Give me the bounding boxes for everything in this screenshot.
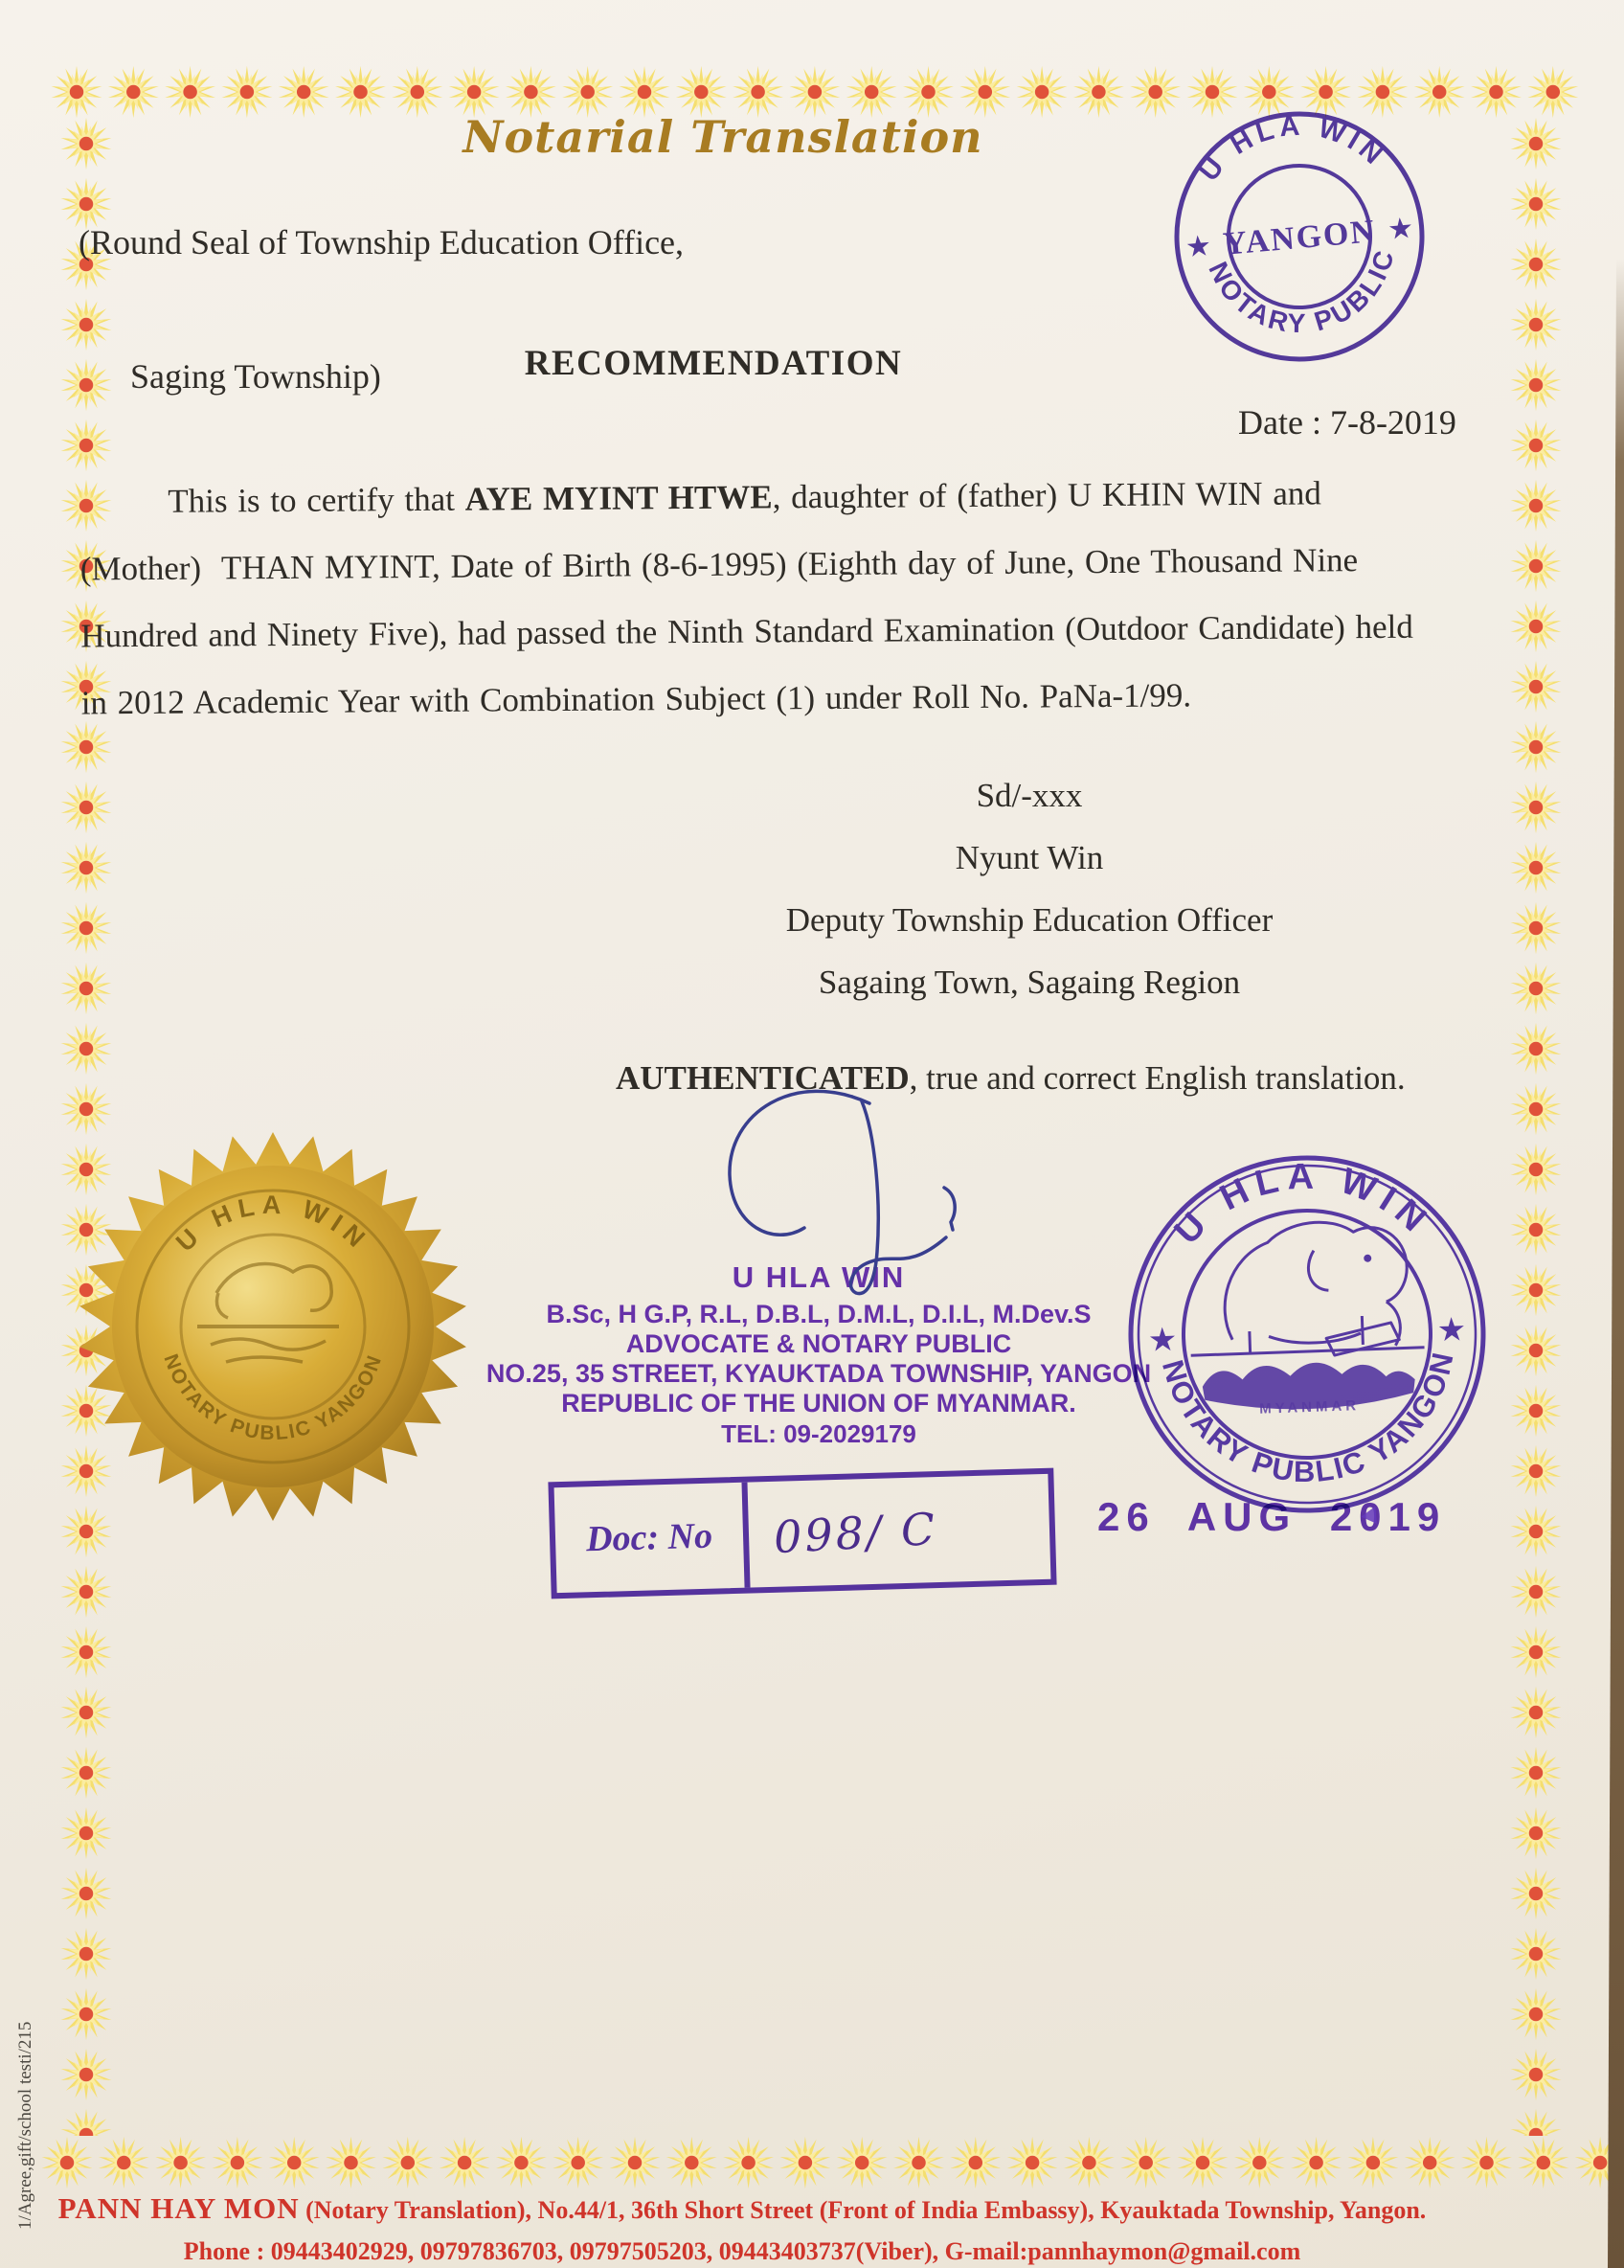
stamp-center-city: YANGON [1221,214,1378,262]
notary-round-stamp-bottom [1102,1129,1513,1540]
signer-location: Sagaing Town, Sagaing Region [818,964,1241,1001]
stamp-star-right-icon: ★ [1436,1312,1467,1349]
authentication-rest: , true and correct English translation. [909,1059,1406,1097]
date-line: Date : 7-8-2019 [1238,403,1456,442]
body-line-1-pre: This is to certify that [168,480,465,520]
stamp-star-left-icon: ★ [1147,1322,1179,1359]
stamp-arc-bottom-text: NOTARY PUBLIC [1203,244,1401,339]
round-seal-note-line2: Saging Township) [130,357,381,396]
notary-signature [661,1075,977,1314]
received-date-stamp: 26 AUG 2019 [1097,1494,1447,1539]
notary-telephone: TEL: 09-2029179 [721,1419,916,1448]
seal-arc-bottom-text: NOTARY PUBLIC YANGON [159,1350,387,1445]
notary-address: NO.25, 35 STREET, KYAUKTADA TOWNSHIP, YANGON [485,1359,1152,1388]
stamp-arc-bottom-text: NOTARY PUBLIC YANGON [1155,1348,1460,1489]
doc-number-stamp [548,1468,1056,1599]
authenticated-word: AUTHENTICATED [616,1059,910,1097]
body-line-1 [79,459,1573,536]
stamp-elephant-icon [1222,1219,1410,1359]
footer [0,2188,1484,2268]
margin-reference-note: 1/Agree,gift/school testi/215 [15,2021,35,2230]
signer-title: Deputy Township Education Officer [785,901,1274,939]
stamp-arc-top-text: U HLA WIN [1166,1156,1439,1253]
stamp-star-right-icon: ★ [1386,212,1415,246]
stamp-star-left-icon: ★ [1184,230,1213,264]
stamp-ground-line [1191,1348,1425,1356]
notary-role: ADVOCATE & NOTARY PUBLIC [625,1329,1012,1358]
signatory-block [742,764,1317,1013]
sd-line: Sd/-xxx [976,777,1083,814]
doc-number-value: 098/ C [772,1503,939,1564]
footer-line-1 [0,2188,1484,2232]
notary-degrees: B.Sc, H G.P, R.L, D.B.L, D.M.L, D.I.L, M.Dev.S [546,1300,1092,1328]
notary-name: U HLA WIN [732,1260,906,1294]
body-line-4: in 2012 Academic Year with Combination Subject (1) under Roll No. PaNa-1/99. [80,676,1192,722]
doc-number-label: Doc: No [554,1483,751,1594]
body-paragraph [79,459,1575,737]
gold-notary-seal [75,1128,472,1526]
student-name: AYE MYINT HTWE [464,478,773,518]
stamp-country-label: MYANMAR [1258,1397,1361,1418]
seal-arc-top-text: U HLA WIN [170,1190,375,1258]
footer-agency-name: PANN HAY MON [57,2191,300,2225]
signer-name: Nyunt Win [955,839,1104,876]
notary-round-stamp-top [1149,86,1450,387]
body-line-2: (Mother) THAN MYINT, Date of Birth (8-6-1995) (Eighth day of June, One Thousand Nine [79,541,1359,588]
body-line-3: Hundred and Ninety Five), had passed the Ninth Standard Examination (Outdoor Candidate) held [80,607,1413,655]
round-seal-note-line1: (Round Seal of Township Education Office, [79,223,685,261]
footer-line-2: Phone : 09443402929, 09797836703, 09797505203, 09443403737(Viber), G-mail:pannhaymon@gmail.com [183,2237,1301,2265]
body-line-1-post: , daughter of (father) U KHIN WIN and [772,474,1321,516]
recommendation-heading: RECOMMENDATION [524,344,903,383]
stamp-arc-top-text: U HLA WIN [1193,110,1392,188]
document-title: Notarial Translation [462,111,983,163]
footer-address: (Notary Translation), No.44/1, 36th Short Street (Front of India Embassy), Kyauktada Township, Yangon. [299,2196,1427,2224]
notary-country: REPUBLIC OF THE UNION OF MYANMAR. [561,1389,1076,1418]
